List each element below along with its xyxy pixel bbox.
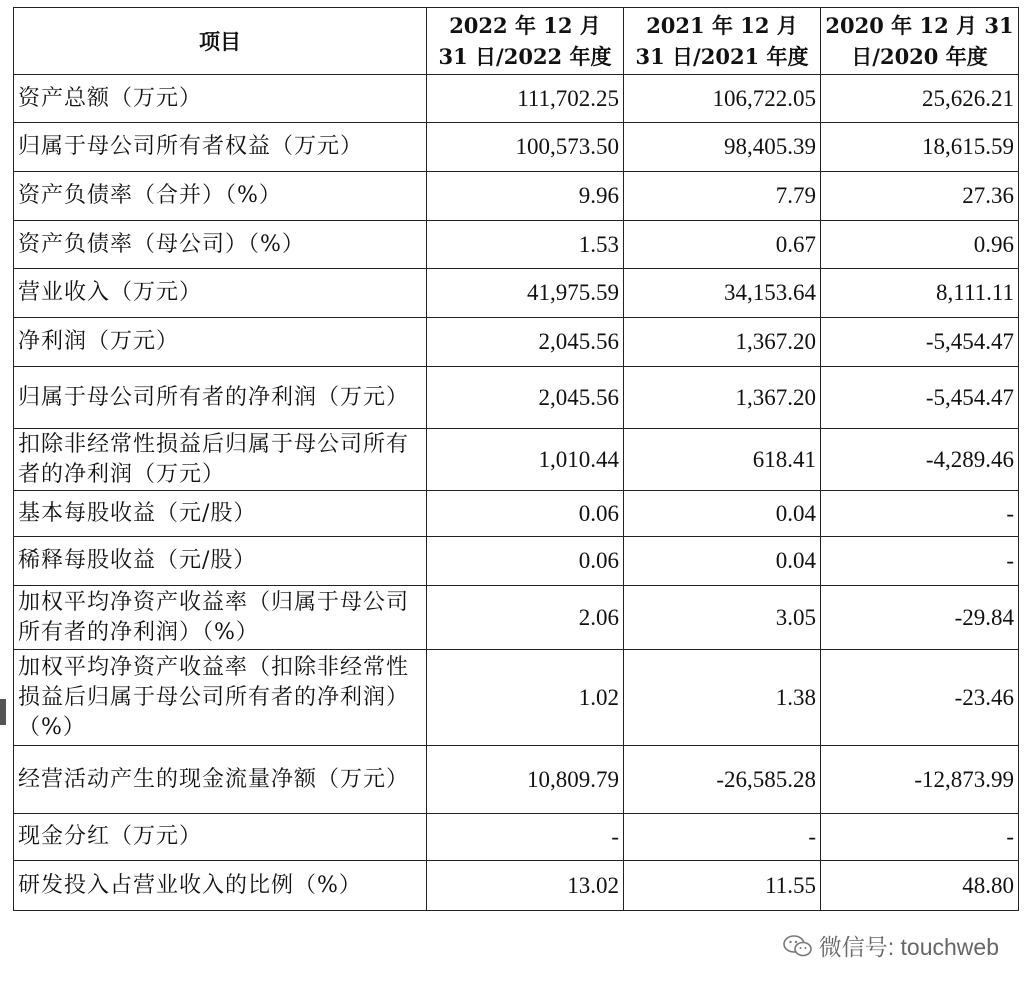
table-row bbox=[14, 650, 1019, 746]
cell-value-2021: 0.04 bbox=[624, 537, 821, 586]
cell-value-2021: 618.41 bbox=[624, 429, 821, 491]
cell-value-2022: - bbox=[427, 814, 624, 861]
row-label: 经营活动产生的现金流量净额（万元） bbox=[14, 746, 427, 814]
left-edge-marker bbox=[0, 699, 6, 725]
cell-value-2020: 48.80 bbox=[821, 861, 1019, 911]
row-label: 营业收入（万元） bbox=[14, 269, 427, 318]
financial-table bbox=[13, 7, 1019, 911]
cell-value-2021: 7.79 bbox=[624, 172, 821, 221]
row-label: 净利润（万元） bbox=[14, 318, 427, 367]
header-2021: 2021 年 12 月 31 日/2021 年度 bbox=[624, 8, 821, 75]
table-header-row bbox=[14, 8, 1019, 75]
cell-value-2020: -5,454.47 bbox=[821, 318, 1019, 367]
table-row bbox=[14, 586, 1019, 650]
cell-value-2021: 0.67 bbox=[624, 221, 821, 269]
cell-value-2022: 100,573.50 bbox=[427, 123, 624, 172]
row-label: 资产负债率（母公司）（%） bbox=[14, 221, 427, 269]
cell-value-2021: 0.04 bbox=[624, 491, 821, 537]
row-label: 归属于母公司所有者的净利润（万元） bbox=[14, 367, 427, 429]
cell-value-2022: 41,975.59 bbox=[427, 269, 624, 318]
table-row bbox=[14, 269, 1019, 318]
header-2022: 2022 年 12 月 31 日/2022 年度 bbox=[427, 8, 624, 75]
cell-value-2021: -26,585.28 bbox=[624, 746, 821, 814]
table-row bbox=[14, 861, 1019, 911]
cell-value-2020: 18,615.59 bbox=[821, 123, 1019, 172]
cell-value-2020: -29.84 bbox=[821, 586, 1019, 650]
table-row bbox=[14, 318, 1019, 367]
cell-value-2021: 1.38 bbox=[624, 650, 821, 746]
cell-value-2022: 1.02 bbox=[427, 650, 624, 746]
table-row bbox=[14, 746, 1019, 814]
table-row bbox=[14, 367, 1019, 429]
cell-value-2020: - bbox=[821, 814, 1019, 861]
table-row bbox=[14, 221, 1019, 269]
cell-value-2022: 1,010.44 bbox=[427, 429, 624, 491]
cell-value-2021: 98,405.39 bbox=[624, 123, 821, 172]
cell-value-2020: -4,289.46 bbox=[821, 429, 1019, 491]
row-label: 资产负债率（合并）（%） bbox=[14, 172, 427, 221]
row-label: 稀释每股收益（元/股） bbox=[14, 537, 427, 586]
row-label: 现金分红（万元） bbox=[14, 814, 427, 861]
wechat-icon bbox=[783, 934, 813, 958]
cell-value-2021: 11.55 bbox=[624, 861, 821, 911]
cell-value-2020: -12,873.99 bbox=[821, 746, 1019, 814]
row-label: 基本每股收益（元/股） bbox=[14, 491, 427, 537]
cell-value-2020: 27.36 bbox=[821, 172, 1019, 221]
cell-value-2022: 2,045.56 bbox=[427, 318, 624, 367]
table-row bbox=[14, 429, 1019, 491]
cell-value-2020: -23.46 bbox=[821, 650, 1019, 746]
watermark bbox=[783, 929, 999, 962]
table-row bbox=[14, 123, 1019, 172]
cell-value-2022: 10,809.79 bbox=[427, 746, 624, 814]
row-label: 加权平均净资产收益率（归属于母公司所有者的净利润）（%） bbox=[14, 586, 427, 650]
row-label: 加权平均净资产收益率（扣除非经常性损益后归属于母公司所有者的净利润）（%） bbox=[14, 650, 427, 746]
cell-value-2022: 111,702.25 bbox=[427, 75, 624, 123]
cell-value-2020: 25,626.21 bbox=[821, 75, 1019, 123]
cell-value-2022: 13.02 bbox=[427, 861, 624, 911]
cell-value-2021: 1,367.20 bbox=[624, 318, 821, 367]
cell-value-2021: 3.05 bbox=[624, 586, 821, 650]
cell-value-2022: 1.53 bbox=[427, 221, 624, 269]
row-label: 资产总额（万元） bbox=[14, 75, 427, 123]
table-row bbox=[14, 172, 1019, 221]
cell-value-2022: 0.06 bbox=[427, 537, 624, 586]
cell-value-2020: -5,454.47 bbox=[821, 367, 1019, 429]
cell-value-2021: 106,722.05 bbox=[624, 75, 821, 123]
cell-value-2022: 2.06 bbox=[427, 586, 624, 650]
table-row bbox=[14, 491, 1019, 537]
header-2020: 2020 年 12 月 31 日/2020 年度 bbox=[821, 8, 1019, 75]
cell-value-2022: 2,045.56 bbox=[427, 367, 624, 429]
cell-value-2021: 34,153.64 bbox=[624, 269, 821, 318]
cell-value-2021: 1,367.20 bbox=[624, 367, 821, 429]
cell-value-2020: - bbox=[821, 491, 1019, 537]
cell-value-2020: 8,111.11 bbox=[821, 269, 1019, 318]
table-row bbox=[14, 75, 1019, 123]
cell-value-2022: 0.06 bbox=[427, 491, 624, 537]
cell-value-2020: - bbox=[821, 537, 1019, 586]
row-label: 研发投入占营业收入的比例（%） bbox=[14, 861, 427, 911]
cell-value-2022: 9.96 bbox=[427, 172, 624, 221]
header-item: 项目 bbox=[14, 8, 427, 75]
cell-value-2021: - bbox=[624, 814, 821, 861]
watermark-text: 微信号: touchweb bbox=[818, 934, 999, 960]
row-label: 扣除非经常性损益后归属于母公司所有者的净利润（万元） bbox=[14, 429, 427, 491]
table-row bbox=[14, 537, 1019, 586]
cell-value-2020: 0.96 bbox=[821, 221, 1019, 269]
row-label: 归属于母公司所有者权益（万元） bbox=[14, 123, 427, 172]
table-row bbox=[14, 814, 1019, 861]
